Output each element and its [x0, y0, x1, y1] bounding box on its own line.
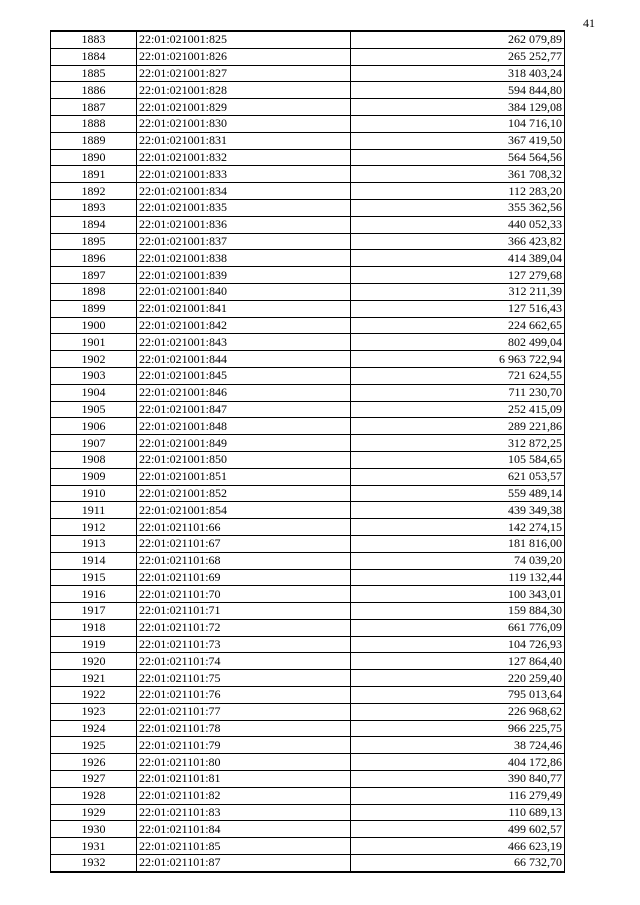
table-body — [51, 31, 565, 872]
table-row — [51, 300, 565, 317]
row-number-cell: 1899 — [51, 300, 137, 317]
row-number-cell: 1915 — [51, 569, 137, 586]
cadastral-number-cell: 22:01:021101:66 — [137, 519, 351, 536]
row-number-cell: 1892 — [51, 183, 137, 200]
row-number-cell: 1913 — [51, 535, 137, 552]
cadastral-number-cell: 22:01:021001:826 — [137, 48, 351, 65]
cadastral-value-cell: 404 172,86 — [351, 754, 565, 771]
cadastral-value-cell: 100 343,01 — [351, 586, 565, 603]
table-row — [51, 250, 565, 267]
table-row — [51, 787, 565, 804]
row-number-cell: 1906 — [51, 418, 137, 435]
table-row — [51, 552, 565, 569]
row-number-cell: 1903 — [51, 367, 137, 384]
cadastral-number-cell: 22:01:021101:67 — [137, 535, 351, 552]
cadastral-number-cell: 22:01:021101:82 — [137, 787, 351, 804]
row-number-cell: 1901 — [51, 334, 137, 351]
cadastral-value-cell: 466 623,19 — [351, 838, 565, 855]
cadastral-number-cell: 22:01:021001:854 — [137, 502, 351, 519]
page-number: 41 — [583, 16, 595, 30]
table-row — [51, 216, 565, 233]
table-row — [51, 569, 565, 586]
table-row — [51, 603, 565, 620]
cadastral-number-cell: 22:01:021001:851 — [137, 468, 351, 485]
cadastral-value-cell: 661 776,09 — [351, 619, 565, 636]
table-row — [51, 771, 565, 788]
row-number-cell: 1928 — [51, 787, 137, 804]
cadastral-value-cell: 711 230,70 — [351, 384, 565, 401]
row-number-cell: 1932 — [51, 855, 137, 872]
cadastral-number-cell: 22:01:021101:81 — [137, 771, 351, 788]
row-number-cell: 1930 — [51, 821, 137, 838]
table-row — [51, 838, 565, 855]
row-number-cell: 1924 — [51, 720, 137, 737]
cadastral-value-cell: 361 708,32 — [351, 166, 565, 183]
cadastral-value-cell: 802 499,04 — [351, 334, 565, 351]
cadastral-value-cell: 127 864,40 — [351, 653, 565, 670]
cadastral-number-cell: 22:01:021001:825 — [137, 31, 351, 48]
cadastral-number-cell: 22:01:021101:78 — [137, 720, 351, 737]
table-row — [51, 115, 565, 132]
cadastral-value-cell: 224 662,65 — [351, 317, 565, 334]
row-number-cell: 1921 — [51, 670, 137, 687]
cadastral-value-cell: 110 689,13 — [351, 804, 565, 821]
row-number-cell: 1920 — [51, 653, 137, 670]
row-number-cell: 1890 — [51, 149, 137, 166]
table-row — [51, 65, 565, 82]
cadastral-number-cell: 22:01:021001:845 — [137, 367, 351, 384]
cadastral-number-cell: 22:01:021101:68 — [137, 552, 351, 569]
cadastral-value-cell: 414 389,04 — [351, 250, 565, 267]
row-number-cell: 1922 — [51, 687, 137, 704]
table-row — [51, 283, 565, 300]
table-row — [51, 804, 565, 821]
cadastral-number-cell: 22:01:021101:74 — [137, 653, 351, 670]
cadastral-value-cell: 66 732,70 — [351, 855, 565, 872]
row-number-cell: 1893 — [51, 199, 137, 216]
row-number-cell: 1891 — [51, 166, 137, 183]
table-row — [51, 653, 565, 670]
cadastral-number-cell: 22:01:021001:838 — [137, 250, 351, 267]
cadastral-number-cell: 22:01:021001:835 — [137, 199, 351, 216]
row-number-cell: 1887 — [51, 99, 137, 116]
table-row — [51, 401, 565, 418]
table-row — [51, 754, 565, 771]
row-number-cell: 1909 — [51, 468, 137, 485]
row-number-cell: 1886 — [51, 82, 137, 99]
cadastral-value-cell: 262 079,89 — [351, 31, 565, 48]
cadastral-value-cell: 312 211,39 — [351, 283, 565, 300]
row-number-cell: 1919 — [51, 636, 137, 653]
row-number-cell: 1912 — [51, 519, 137, 536]
cadastral-number-cell: 22:01:021001:829 — [137, 99, 351, 116]
table-row — [51, 351, 565, 368]
cadastral-number-cell: 22:01:021001:834 — [137, 183, 351, 200]
cadastral-number-cell: 22:01:021101:77 — [137, 703, 351, 720]
row-number-cell: 1900 — [51, 317, 137, 334]
cadastral-number-cell: 22:01:021101:72 — [137, 619, 351, 636]
cadastral-number-cell: 22:01:021001:840 — [137, 283, 351, 300]
cadastral-value-cell: 265 252,77 — [351, 48, 565, 65]
cadastral-number-cell: 22:01:021001:833 — [137, 166, 351, 183]
row-number-cell: 1889 — [51, 132, 137, 149]
table-row — [51, 48, 565, 65]
cadastral-value-cell: 440 052,33 — [351, 216, 565, 233]
table-row — [51, 619, 565, 636]
table-row — [51, 821, 565, 838]
cadastral-value-cell: 127 516,43 — [351, 300, 565, 317]
table-row — [51, 82, 565, 99]
cadastral-value-cell: 367 419,50 — [351, 132, 565, 149]
cadastral-value-cell: 119 132,44 — [351, 569, 565, 586]
table-row — [51, 720, 565, 737]
cadastral-number-cell: 22:01:021001:831 — [137, 132, 351, 149]
table-row — [51, 384, 565, 401]
cadastral-value-cell: 439 349,38 — [351, 502, 565, 519]
row-number-cell: 1898 — [51, 283, 137, 300]
table-row — [51, 199, 565, 216]
cadastral-value-cell: 112 283,20 — [351, 183, 565, 200]
row-number-cell: 1908 — [51, 451, 137, 468]
table-row — [51, 502, 565, 519]
cadastral-number-cell: 22:01:021001:843 — [137, 334, 351, 351]
row-number-cell: 1918 — [51, 619, 137, 636]
table-row — [51, 519, 565, 536]
row-number-cell: 1925 — [51, 737, 137, 754]
table-row — [51, 737, 565, 754]
cadastral-number-cell: 22:01:021001:848 — [137, 418, 351, 435]
cadastral-number-cell: 22:01:021001:842 — [137, 317, 351, 334]
table-row — [51, 468, 565, 485]
cadastral-number-cell: 22:01:021001:837 — [137, 233, 351, 250]
cadastral-value-cell: 74 039,20 — [351, 552, 565, 569]
cadastral-number-cell: 22:01:021001:849 — [137, 435, 351, 452]
cadastral-number-cell: 22:01:021101:79 — [137, 737, 351, 754]
row-number-cell: 1897 — [51, 267, 137, 284]
table-row — [51, 334, 565, 351]
cadastral-number-cell: 22:01:021001:832 — [137, 149, 351, 166]
cadastral-number-cell: 22:01:021101:85 — [137, 838, 351, 855]
table-row — [51, 267, 565, 284]
row-number-cell: 1904 — [51, 384, 137, 401]
row-number-cell: 1896 — [51, 250, 137, 267]
cadastral-value-cell: 38 724,46 — [351, 737, 565, 754]
cadastral-number-cell: 22:01:021001:846 — [137, 384, 351, 401]
cadastral-value-cell: 499 602,57 — [351, 821, 565, 838]
table-row — [51, 367, 565, 384]
cadastral-number-cell: 22:01:021001:830 — [137, 115, 351, 132]
table-row — [51, 855, 565, 872]
table-row — [51, 183, 565, 200]
row-number-cell: 1914 — [51, 552, 137, 569]
table-row — [51, 485, 565, 502]
row-number-cell: 1883 — [51, 31, 137, 48]
row-number-cell: 1916 — [51, 586, 137, 603]
cadastral-value-cell: 220 259,40 — [351, 670, 565, 687]
cadastral-number-cell: 22:01:021101:75 — [137, 670, 351, 687]
cadastral-value-cell: 384 129,08 — [351, 99, 565, 116]
cadastral-value-cell: 181 816,00 — [351, 535, 565, 552]
cadastral-number-cell: 22:01:021001:852 — [137, 485, 351, 502]
cadastral-value-cell: 621 053,57 — [351, 468, 565, 485]
row-number-cell: 1917 — [51, 603, 137, 620]
row-number-cell: 1888 — [51, 115, 137, 132]
cadastral-number-cell: 22:01:021101:76 — [137, 687, 351, 704]
row-number-cell: 1885 — [51, 65, 137, 82]
cadastral-value-cell: 116 279,49 — [351, 787, 565, 804]
row-number-cell: 1927 — [51, 771, 137, 788]
cadastral-number-cell: 22:01:021001:839 — [137, 267, 351, 284]
table-row — [51, 166, 565, 183]
table-row — [51, 687, 565, 704]
cadastral-number-cell: 22:01:021101:84 — [137, 821, 351, 838]
cadastral-value-cell: 966 225,75 — [351, 720, 565, 737]
row-number-cell: 1884 — [51, 48, 137, 65]
table-row — [51, 435, 565, 452]
cadastral-value-cell: 6 963 722,94 — [351, 351, 565, 368]
cadastral-value-cell: 104 726,93 — [351, 636, 565, 653]
table-row — [51, 132, 565, 149]
cadastral-number-cell: 22:01:021101:83 — [137, 804, 351, 821]
cadastral-value-cell: 366 423,82 — [351, 233, 565, 250]
cadastral-value-cell: 594 844,80 — [351, 82, 565, 99]
cadastral-value-cell: 795 013,64 — [351, 687, 565, 704]
row-number-cell: 1905 — [51, 401, 137, 418]
cadastral-number-cell: 22:01:021101:70 — [137, 586, 351, 603]
cadastral-number-cell: 22:01:021101:73 — [137, 636, 351, 653]
table-row — [51, 31, 565, 48]
cadastral-number-cell: 22:01:021101:69 — [137, 569, 351, 586]
cadastral-value-cell: 226 968,62 — [351, 703, 565, 720]
cadastral-value-cell: 318 403,24 — [351, 65, 565, 82]
cadastral-value-cell: 355 362,56 — [351, 199, 565, 216]
cadastral-value-cell: 564 564,56 — [351, 149, 565, 166]
row-number-cell: 1902 — [51, 351, 137, 368]
row-number-cell: 1923 — [51, 703, 137, 720]
cadastral-value-cell: 142 274,15 — [351, 519, 565, 536]
cadastral-value-cell: 721 624,55 — [351, 367, 565, 384]
cadastral-value-cell: 252 415,09 — [351, 401, 565, 418]
cadastral-number-cell: 22:01:021001:828 — [137, 82, 351, 99]
row-number-cell: 1911 — [51, 502, 137, 519]
table-row — [51, 99, 565, 116]
cadastral-number-cell: 22:01:021101:71 — [137, 603, 351, 620]
cadastral-number-cell: 22:01:021001:844 — [137, 351, 351, 368]
cadastral-number-cell: 22:01:021001:847 — [137, 401, 351, 418]
cadastral-value-cell: 127 279,68 — [351, 267, 565, 284]
cadastral-value-cell: 104 716,10 — [351, 115, 565, 132]
cadastral-value-cell: 289 221,86 — [351, 418, 565, 435]
table-row — [51, 149, 565, 166]
table-row — [51, 317, 565, 334]
table-row — [51, 233, 565, 250]
cadastral-number-cell: 22:01:021101:87 — [137, 855, 351, 872]
cadastral-number-cell: 22:01:021001:827 — [137, 65, 351, 82]
cadastral-number-cell: 22:01:021001:850 — [137, 451, 351, 468]
row-number-cell: 1931 — [51, 838, 137, 855]
table-row — [51, 535, 565, 552]
table-row — [51, 418, 565, 435]
cadastral-number-cell: 22:01:021001:836 — [137, 216, 351, 233]
cadastral-value-cell: 105 584,65 — [351, 451, 565, 468]
row-number-cell: 1894 — [51, 216, 137, 233]
row-number-cell: 1910 — [51, 485, 137, 502]
cadastral-value-cell: 390 840,77 — [351, 771, 565, 788]
table-row — [51, 636, 565, 653]
table-row — [51, 670, 565, 687]
cadastral-number-cell: 22:01:021101:80 — [137, 754, 351, 771]
cadastral-value-cell: 312 872,25 — [351, 435, 565, 452]
row-number-cell: 1907 — [51, 435, 137, 452]
table-row — [51, 703, 565, 720]
cadastral-value-cell: 159 884,30 — [351, 603, 565, 620]
cadastral-number-cell: 22:01:021001:841 — [137, 300, 351, 317]
table-row — [51, 451, 565, 468]
cadastral-value-table — [50, 30, 565, 873]
table-row — [51, 586, 565, 603]
cadastral-value-cell: 559 489,14 — [351, 485, 565, 502]
row-number-cell: 1895 — [51, 233, 137, 250]
row-number-cell: 1926 — [51, 754, 137, 771]
row-number-cell: 1929 — [51, 804, 137, 821]
